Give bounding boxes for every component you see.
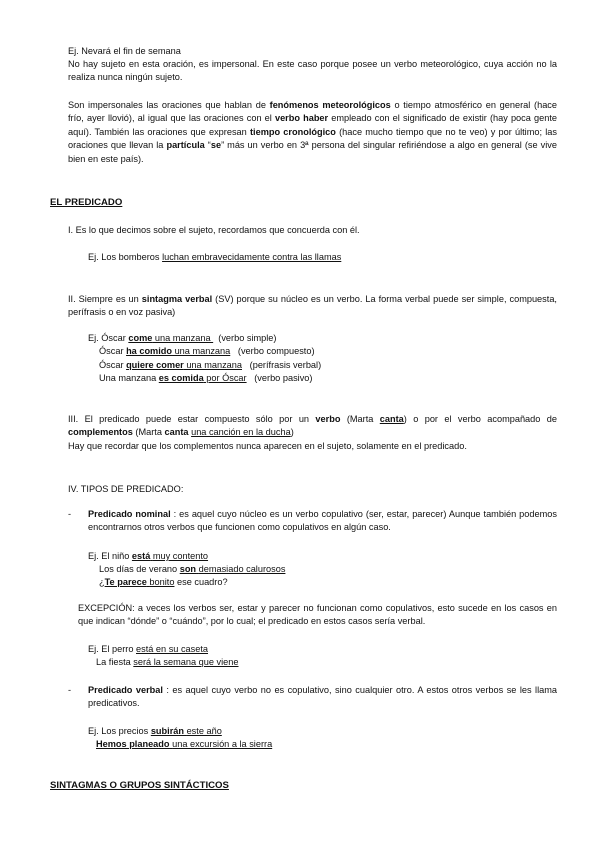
impersonal-paragraph <box>68 99 557 166</box>
example-predicate: será la semana que viene <box>133 657 239 667</box>
example-predicate <box>180 564 286 574</box>
para-text-3: empleado con el significado de existir (hay poca gente aquí). También las oraciones que expresan <box>68 113 557 137</box>
point2-example-3 <box>99 359 321 372</box>
example-predicate <box>128 333 213 343</box>
nominal-example-1 <box>88 550 208 563</box>
point1-example-predicate: luchan embravecidamente contra las llamas <box>162 252 342 262</box>
point2-text <box>68 293 557 320</box>
para-text-6: ” más un verbo en 3ª persona del singular refiriéndose a algo en general (se vive bien en este país). <box>68 140 557 164</box>
example-note: (perífrasis verbal) <box>242 360 322 370</box>
predicado-heading: EL PREDICADO <box>50 197 123 208</box>
example-attribute: muy contento <box>152 551 209 561</box>
list-dash: - <box>68 509 72 519</box>
exception-example-2 <box>96 656 239 669</box>
example-prefix: ¿ <box>99 577 105 587</box>
verbal-example-1 <box>88 725 222 738</box>
predicado-nominal-item <box>88 508 557 535</box>
example-prefix: Ej. El niño <box>88 551 132 561</box>
point3-text-4: (Marta <box>132 427 165 438</box>
bold-complementos: complementos <box>68 427 133 438</box>
impersonal-explanation <box>68 58 557 85</box>
example-attribute: demasiado calurosos <box>198 564 286 574</box>
bold-verbo-haber: verbo haber <box>274 113 329 124</box>
point2-example-4 <box>99 372 312 385</box>
example-verb: son <box>179 564 197 574</box>
predicado-nominal-term: Predicado nominal <box>88 509 171 519</box>
example-verb: está <box>131 551 151 561</box>
example-verb: ha comido <box>126 346 173 356</box>
list-dash: - <box>68 685 72 695</box>
point3-text <box>68 413 557 440</box>
predicado-nominal-text: : es aquel cuyo núcleo es un verbo copulativo (ser, estar, parecer) Aunque también podemos encontrarnos otros verbos que funcionen como copulativos en algún caso. <box>88 509 557 533</box>
bold-particula: partícula <box>166 140 205 151</box>
bold-canta-1: canta <box>379 414 404 424</box>
bold-verbo: verbo <box>315 414 341 424</box>
example-predicate <box>126 346 230 356</box>
example-note: (verbo pasivo) <box>246 373 313 383</box>
exception-text: EXCEPCIÓN: a veces los verbos ser, estar y parecer no funcionan como copulativos, esto sucede en los casos en que indican “dónde” o “cuándo”, por lo cual; el predicado en estos casos sería verbal. <box>78 603 557 627</box>
para-text-5: “ <box>204 140 211 151</box>
predicado-verbal-item <box>88 684 557 711</box>
example-prefix: Óscar <box>99 346 127 356</box>
para-text-4: (hace mucho tiempo que no te veo) y por último; las oraciones que llevan la <box>68 126 557 151</box>
example-predicate <box>105 577 175 587</box>
point1-example-prefix: Ej. Los bomberos <box>88 252 163 262</box>
example-predicate: está en su caseta <box>136 644 209 654</box>
example-prefix: Ej. Óscar <box>88 333 129 343</box>
point2-example-2 <box>99 345 315 358</box>
point2-example-1 <box>88 332 276 345</box>
bold-se: se <box>210 140 222 151</box>
example-prefix: Ej. El perro <box>88 644 136 654</box>
example-complement: una manzana <box>183 360 242 370</box>
point2-text-1: II. Siempre es un <box>68 294 142 304</box>
point3-line2: Hay que recordar que los complementos nunca aparecen en el sujeto, solamente en el predicado. <box>68 441 467 451</box>
example-verb: es comida <box>158 373 204 383</box>
example-verb: quiere comer <box>126 360 184 370</box>
example-predicate <box>96 739 272 749</box>
example-prefix: Los días de verano <box>99 564 180 574</box>
example-line: Ej. Nevará el fin de semana <box>68 46 181 56</box>
point2-text-2: (SV) porque su núcleo es un verbo. La forma verbal puede ser simple, compuesta, perífrasis o en voz pasiva) <box>68 294 557 318</box>
nominal-example-3 <box>99 576 228 589</box>
bold-tiempo-cronologico: tiempo cronológico <box>249 126 336 137</box>
point3-text-1: III. El predicado puede estar compuesto sólo por un <box>68 414 316 424</box>
underlined-complement: una canción en la ducha <box>191 427 291 438</box>
bold-sintagma-verbal: sintagma verbal <box>141 294 213 304</box>
example-complement: una excursión a la sierra <box>172 739 273 749</box>
tipos-heading: IV. TIPOS DE PREDICADO: <box>68 484 184 494</box>
example-predicate <box>132 551 208 561</box>
example-prefix: Ej. Los precios <box>88 726 151 736</box>
point3-text-2: (Marta <box>340 414 380 424</box>
example-verb: Te parece <box>104 577 147 587</box>
example-verb: Hemos planeado <box>96 739 170 749</box>
bold-fenomenos: fenómenos meteorológicos <box>269 100 391 110</box>
sintagmas-heading: SINTAGMAS O GRUPOS SINTÁCTICOS <box>50 780 229 791</box>
example-complement: una manzana <box>172 346 231 356</box>
example-prefix: La fiesta <box>96 657 134 667</box>
verbal-example-2 <box>96 738 272 751</box>
bold-canta-2: canta <box>164 427 189 438</box>
para-text-2: o tiempo atmosférico en general (hace frío, ayer llovió), al igual que las oraciones con el <box>68 100 558 124</box>
predicado-verbal-term: Predicado verbal <box>88 685 163 695</box>
example-verb: come <box>128 333 153 343</box>
exception-example-1 <box>88 643 208 656</box>
example-suffix: ese cuadro? <box>174 577 228 587</box>
example-attribute: bonito <box>149 577 175 587</box>
example-predicate <box>126 360 242 370</box>
para-text-1: Son impersonales las oraciones que hablan de <box>68 100 270 110</box>
point3-text-6: ) <box>290 427 294 438</box>
example-verb: subirán <box>150 726 184 736</box>
impersonal-explanation-text: No hay sujeto en esta oración, es impersonal. En este caso porque posee un verbo meteorológico, cuya acción no la realiza nunca ningún sujeto. <box>68 59 557 83</box>
example-complement: este año <box>186 726 222 736</box>
predicado-verbal-text: : es aquel cuyo verbo no es copulativo, sino cualquier otro. A estos otros verbos se les llama predicativos. <box>88 685 557 709</box>
example-note: (verbo simple) <box>213 333 277 343</box>
nominal-example-2 <box>99 563 285 576</box>
point1-text: I. Es lo que decimos sobre el sujeto, recordamos que concuerda con él. <box>68 225 360 235</box>
example-prefix: Una manzana <box>99 373 159 383</box>
point1-example <box>88 251 341 264</box>
point3-text-3: ) o por el verbo acompañado de <box>403 414 557 424</box>
example-predicate <box>151 726 222 736</box>
example-complement: una manzana <box>152 333 214 343</box>
example-note: (verbo compuesto) <box>230 346 315 356</box>
example-prefix: Óscar <box>99 360 127 370</box>
example-complement: por Óscar <box>203 373 247 383</box>
example-predicate <box>159 373 247 383</box>
